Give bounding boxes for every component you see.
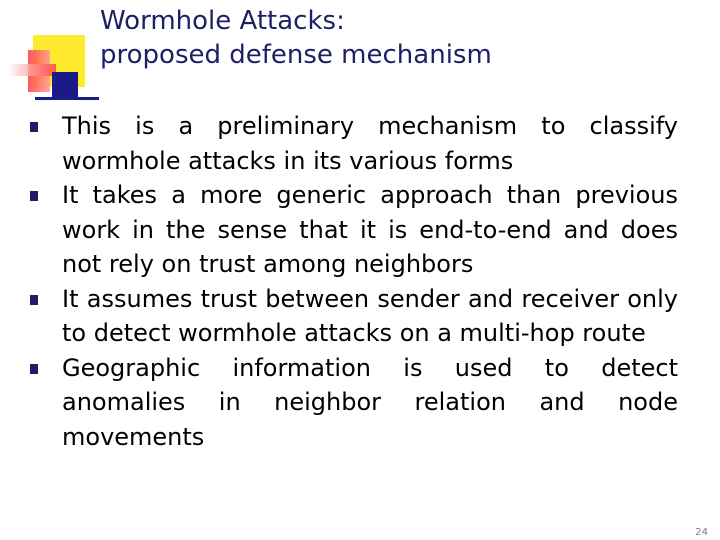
slide-title-line-1: Wormhole Attacks: [100, 6, 345, 36]
square-bullet-icon [30, 122, 38, 132]
bullet-item [30, 178, 678, 282]
decorative-logo [0, 0, 100, 110]
bullet-item [30, 109, 678, 178]
page-number: 24 [695, 527, 708, 538]
square-bullet-icon [30, 295, 38, 305]
bullet-text: It takes a more generic approach than previous work in the sense that it is end-to-end and does not rely on trust among neighbors [62, 181, 678, 278]
square-bullet-icon [30, 364, 38, 374]
slide-title [100, 4, 700, 72]
slide-title-line-2: proposed defense mechanism [100, 40, 492, 70]
logo-red-bar [8, 64, 56, 76]
bullet-item [30, 351, 678, 455]
bullet-text: It assumes trust between sender and receiver only to detect wormhole attacks on a multi-hop route [62, 284, 678, 347]
logo-blue-square [52, 72, 78, 98]
bullet-text: Geographic information is used to detect anomalies in neighbor relation and node movements [62, 353, 678, 451]
square-bullet-icon [30, 191, 38, 201]
bullet-text: This is a preliminary mechanism to classify wormhole attacks in its various forms [62, 112, 678, 175]
logo-underline [35, 97, 99, 100]
bullet-list [30, 109, 678, 454]
bullet-item [30, 282, 678, 351]
